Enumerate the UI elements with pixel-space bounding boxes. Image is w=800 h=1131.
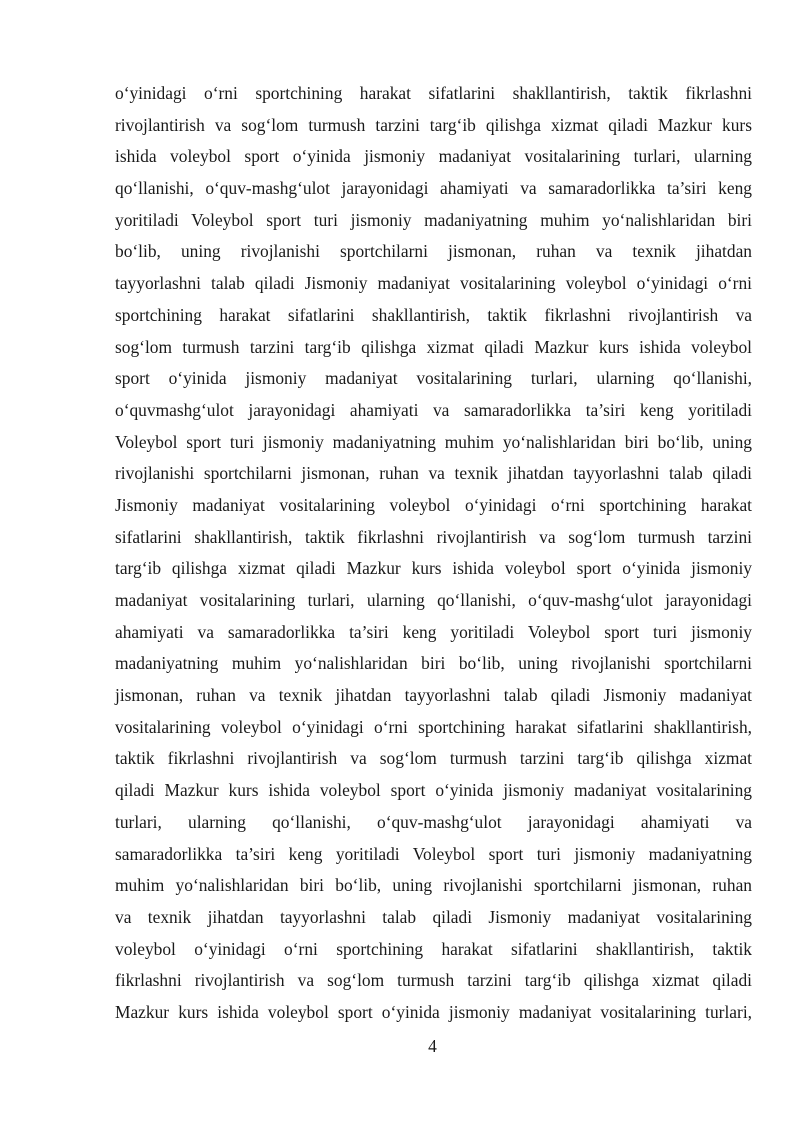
text-line: muhim yo‘nalishlaridan biri bo‘lib, uning rivojlanishi sportchilarni jismonan, ruhan	[115, 875, 752, 896]
page-number: 4	[428, 1036, 437, 1056]
text-line: tayyorlashni talab qiladi Jismoniy madaniyat vositalarining voleybol o‘yinidagi o‘rni	[115, 273, 752, 294]
text-line: o‘yinidagi o‘rni sportchining harakat sifatlarini shakllantirish, taktik fikrlashni	[115, 83, 752, 103]
text-line: taktik fikrlashni rivojlantirish va sog‘lom turmush tarzini targ‘ib qilishga xizmat	[115, 748, 752, 769]
text-line: madaniyat vositalarining turlari, ularning qo‘llanishi, o‘quv-mashg‘ulot jarayonidagi	[115, 590, 752, 610]
text-line: va texnik jihatdan tayyorlashni talab qiladi Jismoniy madaniyat vositalarining	[115, 906, 752, 927]
text-line: Mazkur kurs ishida voleybol sport o‘yinida jismoniy madaniyat vositalarining turlari,	[115, 1001, 752, 1022]
text-line: Jismoniy madaniyat vositalarining voleybol o‘yinidagi o‘rni sportchining harakat	[115, 494, 752, 515]
text-line: rivojlantirish va sog‘lom turmush tarzini targ‘ib qilishga xizmat qiladi Mazkur kurs	[115, 114, 752, 135]
text-line: voleybol o‘yinidagi o‘rni sportchining harakat sifatlarini shakllantirish, taktik	[115, 938, 752, 959]
text-line: ishida voleybol sport o‘yinida jismoniy madaniyat vositalarining turlari, ularning	[115, 146, 752, 167]
text-line: turlari, ularning qo‘llanishi, o‘quv-mashg‘ulot jarayonidagi ahamiyati va	[115, 811, 752, 832]
text-line: sifatlarini shakllantirish, taktik fikrlashni rivojlantirish va sog‘lom turmush tarzini	[115, 526, 752, 547]
text-line: jismonan, ruhan va texnik jihatdan tayyorlashni talab qiladi Jismoniy madaniyat	[115, 685, 752, 706]
text-line: rivojlanishi sportchilarni jismonan, ruhan va texnik jihatdan tayyorlashni talab qiladi	[115, 463, 752, 484]
text-line: Voleybol sport turi jismoniy madaniyatning muhim yo‘nalishlaridan biri bo‘lib, uning	[115, 431, 752, 452]
text-line: samaradorlikka ta’siri keng yoritiladi Voleybol sport turi jismoniy madaniyatning	[115, 843, 752, 864]
body-text	[115, 78, 752, 1029]
text-line: sport o‘yinida jismoniy madaniyat vositalarining turlari, ularning qo‘llanishi,	[115, 368, 752, 389]
text-line: yoritiladi Voleybol sport turi jismoniy madaniyatning muhim yo‘nalishlaridan biri	[115, 209, 752, 230]
text-line: o‘quvmashg‘ulot jarayonidagi ahamiyati va samaradorlikka ta’siri keng yoritiladi	[115, 399, 752, 420]
text-line: fikrlashni rivojlantirish va sog‘lom turmush tarzini targ‘ib qilishga xizmat qiladi	[115, 970, 752, 991]
text-line: madaniyatning muhim yo‘nalishlaridan biri bo‘lib, uning rivojlanishi sportchilarni	[115, 653, 752, 674]
text-line: bo‘lib, uning rivojlanishi sportchilarni jismonan, ruhan va texnik jihatdan	[115, 241, 752, 262]
text-line: qiladi Mazkur kurs ishida voleybol sport o‘yinida jismoniy madaniyat vositalarining	[115, 780, 752, 801]
text-line: sportchining harakat sifatlarini shakllantirish, taktik fikrlashni rivojlantirish va	[115, 304, 752, 325]
text-line: ahamiyati va samaradorlikka ta’siri keng yoritiladi Voleybol sport turi jismoniy	[115, 621, 752, 642]
text-line: qo‘llanishi, o‘quv-mashg‘ulot jarayonidagi ahamiyati va samaradorlikka ta’siri keng	[115, 178, 752, 199]
text-line: sog‘lom turmush tarzini targ‘ib qilishga xizmat qiladi Mazkur kurs ishida voleybol	[115, 336, 752, 357]
text-line: vositalarining voleybol o‘yinidagi o‘rni sportchining harakat sifatlarini shakllantirish,	[115, 716, 752, 737]
text-line: targ‘ib qilishga xizmat qiladi Mazkur kurs ishida voleybol sport o‘yinida jismoniy	[115, 558, 752, 579]
